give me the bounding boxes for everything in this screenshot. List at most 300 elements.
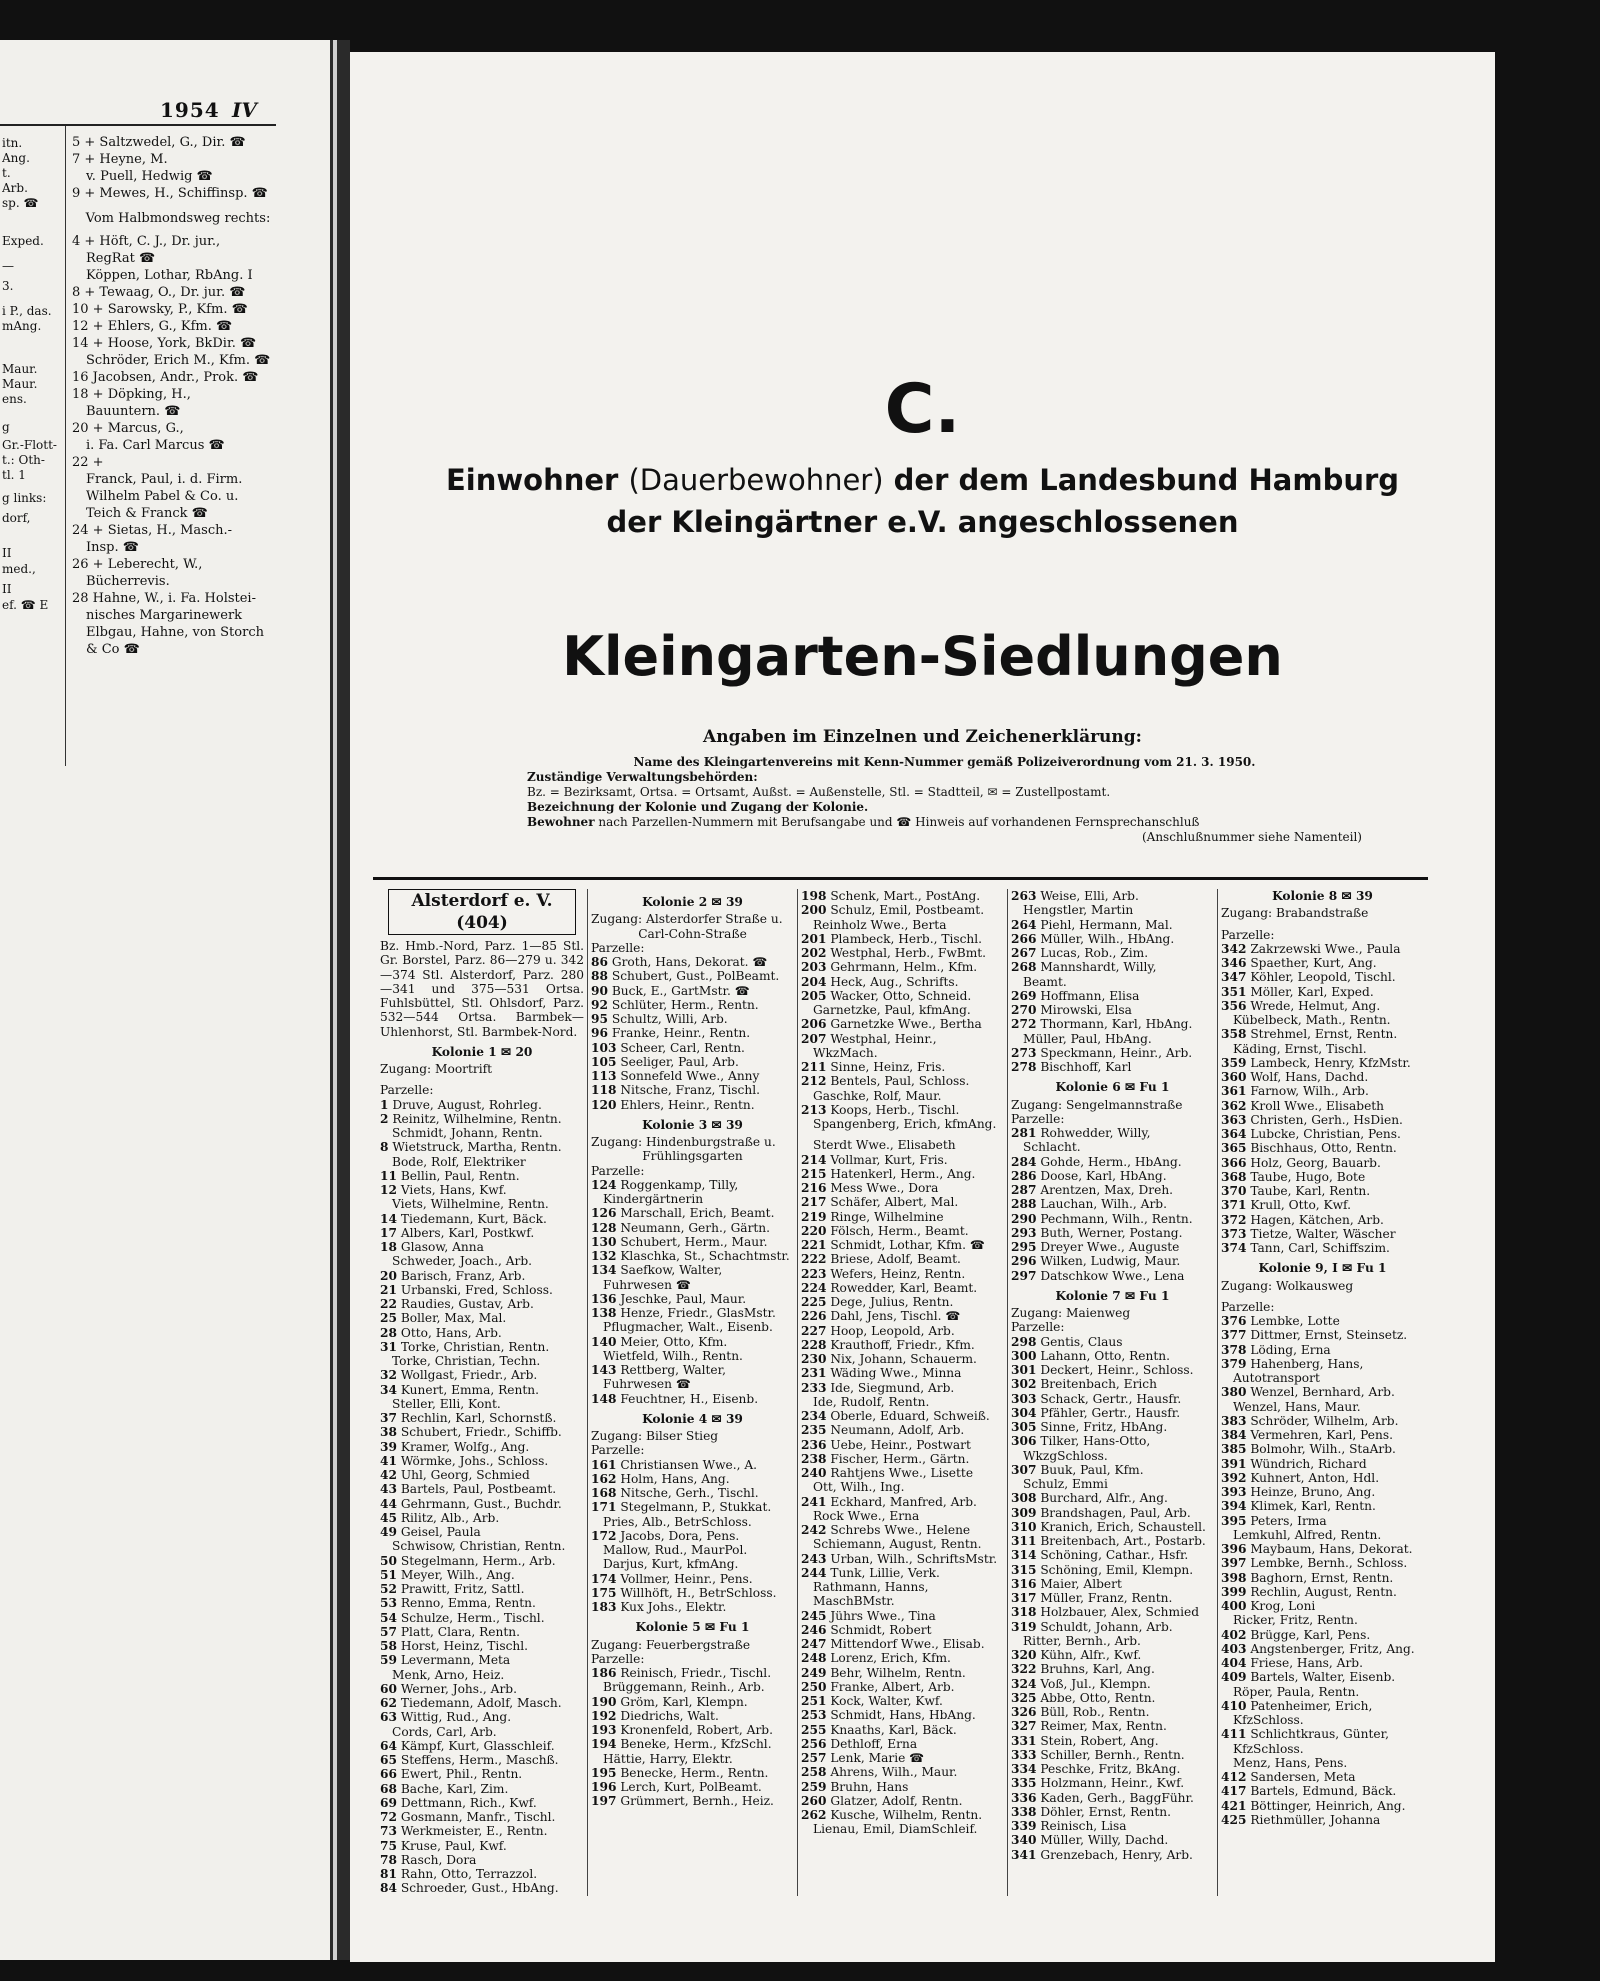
parcel-entry: [801, 1708, 1004, 1722]
parcel-entry: [591, 1363, 794, 1377]
resident-name: Scheer, Carl, Rentn.: [620, 1040, 745, 1055]
parcel-entry: [1011, 960, 1214, 974]
parcel-number: 148: [591, 1391, 617, 1406]
resident-name: Stegelmann, Herm., Arb.: [400, 1553, 556, 1568]
resident-name: Roggenkamp, Tilly,: [620, 1177, 739, 1192]
parcel-number: 334: [1011, 1762, 1037, 1776]
parcel-entry: [591, 1458, 794, 1472]
co-resident: Reinholz Wwe., Berta: [813, 917, 947, 932]
parcel-number: 364: [1221, 1127, 1247, 1141]
resident-name: Wörmke, Johs., Schloss.: [400, 1453, 549, 1468]
parcel-entry: [1221, 1213, 1424, 1227]
resident-name: Lembke, Bernh., Schloss.: [1250, 1556, 1408, 1571]
parcel-number: 72: [380, 1810, 397, 1824]
parcel-entry: [380, 1340, 584, 1354]
column-4: [1007, 889, 1217, 1896]
parcel-entry: [380, 1767, 584, 1781]
resident-name: Wündrich, Richard: [1250, 1456, 1367, 1471]
resident-name: Rahn, Otto, Terrazzol.: [400, 1867, 538, 1881]
parcel-number: 64: [380, 1738, 397, 1753]
parcel-number: 236: [801, 1437, 827, 1452]
parcel-number: 136: [591, 1291, 617, 1306]
resident-name: Peschke, Fritz, BkAng.: [1040, 1762, 1181, 1776]
resident-name: Maybaum, Hans, Dekorat.: [1250, 1542, 1413, 1556]
parcel-entry: [1221, 1770, 1424, 1784]
resident-name: Kruse, Paul, Kwf.: [400, 1838, 507, 1853]
cut-off-fragment: Gr.-Flott-: [2, 438, 57, 452]
parcel-number: 17: [380, 1225, 397, 1240]
resident-name: Brandshagen, Paul, Arb.: [1040, 1505, 1191, 1520]
parcel-entry: [1221, 1184, 1424, 1198]
parcel-number: 384: [1221, 1428, 1247, 1442]
parcel-entry: [380, 1739, 584, 1753]
resident-name: Christen, Gerh., HsDien.: [1250, 1112, 1403, 1127]
cut-off-fragment: Maur.: [2, 362, 38, 376]
association-details: Bz. Hmb.-Nord, Parz. 1—85 Stl. Gr. Borstel, Parz. 86—279 u. 342—374 Stl. Alsterdorf, Parz. 280—341 und 375—531 Ortsa. Fuhlsbüttel, Stl. Ohlsdorf, Parz. 532—544 Ortsa. Barmbek—Uhlenhorst, Stl. Barmbek-Nord.: [380, 939, 584, 1039]
resident-name: Wolf, Hans, Dachd.: [1250, 1070, 1369, 1084]
parcel-entry: [1011, 1734, 1214, 1748]
parcel-number: 171: [591, 1500, 617, 1515]
parcel-number: 248: [801, 1651, 827, 1666]
resident-name: Wittig, Rud., Ang.: [400, 1710, 512, 1725]
resident-name: Diedrichs, Walt.: [620, 1708, 719, 1723]
parcel-entry: [1221, 1414, 1424, 1428]
parcel-entry: [801, 903, 1004, 917]
parcel-number: 134: [591, 1263, 617, 1278]
resident-name: Lambeck, Henry, KfzMstr.: [1250, 1055, 1411, 1070]
parcel-number: 244: [801, 1565, 827, 1580]
resident-name: Oberle, Eduard, Schweiß.: [830, 1409, 990, 1423]
parcel-entry: [801, 1666, 1004, 1680]
parcel-entry: [1221, 1113, 1424, 1127]
parcel-number: 28: [380, 1325, 397, 1340]
resident-name: Lorenz, Erich, Kfm.: [830, 1651, 951, 1666]
resident-name: Löding, Erna: [1250, 1342, 1331, 1357]
parcel-entry: [801, 1281, 1004, 1295]
resident-name: Steffens, Herm., Maschß.: [400, 1753, 559, 1767]
resident-name: Uebe, Heinr., Postwart: [830, 1437, 971, 1452]
parcel-entry: [380, 1311, 584, 1325]
cut-off-fragment: Arb.: [2, 181, 28, 195]
resident-name: Wenzel, Bernhard, Arb.: [1250, 1385, 1395, 1400]
access-road: Zugang: Alsterdorfer Straße u.: [591, 912, 783, 927]
resident-name: Thormann, Karl, HbAng.: [1040, 1017, 1193, 1032]
cut-off-fragment: t.: [2, 166, 11, 180]
parcel-number: 325: [1011, 1690, 1037, 1705]
resident-name: Rahtjens Wwe., Lisette: [830, 1466, 974, 1480]
co-resident: Sterdt Wwe., Elisabeth: [813, 1138, 956, 1153]
resident-name: Patenheimer, Erich,: [1250, 1698, 1373, 1713]
parcel-label: Parzelle:: [1011, 1111, 1065, 1126]
resident-name: Geisel, Paula: [400, 1525, 481, 1539]
resident-name: Jeschke, Paul, Maur.: [620, 1291, 747, 1306]
parcel-entry: [591, 1572, 794, 1586]
resident-name: Bruhns, Karl, Ang.: [1040, 1662, 1155, 1677]
co-resident: Schweder, Joach., Arb.: [392, 1254, 533, 1269]
parcel-number: 202: [801, 946, 827, 960]
parcel-entry: [1011, 1406, 1214, 1420]
colony-heading: Kolonie 9, I ✉ Fu 1: [1258, 1261, 1387, 1276]
resident-name: Jührs Wwe., Tina: [830, 1608, 936, 1623]
parcel-entry: [380, 1425, 584, 1439]
parcel-entry: [380, 1682, 584, 1696]
resident-name: Buuk, Paul, Kfm.: [1040, 1462, 1144, 1477]
access-continuation: Carl-Cohn-Straße: [638, 926, 747, 941]
legend-line: (Anschlußnummer siehe Namenteil): [1141, 830, 1362, 844]
co-resident: Darjus, Kurt, kfmAng.: [603, 1557, 739, 1572]
parcel-number: 371: [1221, 1198, 1247, 1213]
resident-name: Lucas, Rob., Zim.: [1040, 946, 1149, 960]
resident-name: Mirowski, Elsa: [1040, 1003, 1132, 1017]
parcel-number: 266: [1011, 931, 1037, 946]
parcel-number: 113: [591, 1069, 617, 1083]
co-resident: Bode, Rolf, Elektriker: [392, 1154, 526, 1169]
parcel-entry: [1011, 1563, 1214, 1577]
resident-name: Friese, Hans, Arb.: [1250, 1656, 1363, 1670]
legend-label: Bezeichnung der Kolonie und Zugang der Kolonie.: [527, 800, 869, 814]
parcel-number: 319: [1011, 1619, 1037, 1634]
parcel-entry: [1011, 1226, 1214, 1240]
parcel-entry: [380, 1482, 584, 1496]
resident-name: Raudies, Gustav, Arb.: [400, 1297, 534, 1311]
co-resident: KfzSchloss.: [1233, 1713, 1304, 1727]
co-resident: Gaschke, Rolf, Maur.: [813, 1088, 942, 1103]
parcel-entry: [801, 1338, 1004, 1352]
parcel-entry: [1221, 1070, 1424, 1084]
co-resident: Mallow, Rud., MaurPol.: [603, 1543, 748, 1557]
parcel-number: 298: [1011, 1334, 1037, 1349]
legend-line: Bz. = Bezirksamt, Ortsa. = Ortsamt, Außst. = Außenstelle, Stl. = Stadtteil, ✉ = Zustellpostamt.: [527, 785, 1111, 799]
parcel-entry: [1011, 1269, 1214, 1283]
resident-name: Kunert, Emma, Rentn.: [400, 1382, 539, 1397]
parcel-number: 128: [591, 1220, 617, 1235]
legend-heading: Angaben im Einzelnen und Zeichenerklärung:: [703, 727, 1142, 747]
co-resident: Lemkuhl, Alfred, Rentn.: [1233, 1527, 1382, 1542]
cut-off-fragment: mAng.: [2, 319, 42, 333]
parcel-entry: [591, 1249, 794, 1263]
parcel-entry: [1221, 1628, 1424, 1642]
parcel-entry: [591, 1055, 794, 1069]
parcel-entry: [1221, 1727, 1424, 1741]
parcel-number: 295: [1011, 1240, 1037, 1254]
parcel-number: 230: [801, 1352, 827, 1366]
parcel-number: 251: [801, 1694, 827, 1708]
parcel-label: Parzelle:: [1221, 927, 1275, 942]
parcel-entry: [801, 1181, 1004, 1195]
parcel-number: 243: [801, 1551, 827, 1566]
page-roman: IV: [232, 98, 257, 122]
parcel-entry: [1011, 1848, 1214, 1862]
cut-off-fragment: sp. ☎: [2, 196, 39, 210]
parcel-number: 223: [801, 1266, 827, 1281]
cut-off-fragment: Maur.: [2, 377, 38, 391]
resident-name: Holzbauer, Alex, Schmied: [1040, 1605, 1200, 1620]
parcel-number: 358: [1221, 1027, 1247, 1042]
resident-name: Sinne, Fritz, HbAng.: [1040, 1420, 1168, 1434]
parcel-number: 378: [1221, 1342, 1247, 1357]
parcel-number: 347: [1221, 970, 1247, 985]
resident-name: Schubert, Herm., Maur.: [620, 1234, 768, 1249]
parcel-entry: [801, 1195, 1004, 1209]
parcel-number: 60: [380, 1681, 397, 1696]
parcel-entry: [1221, 1084, 1424, 1098]
parcel-entry: [380, 1511, 584, 1525]
parcel-number: 204: [801, 974, 827, 989]
parcel-entry: [380, 1810, 584, 1824]
co-resident: Ott, Wilh., Ing.: [813, 1480, 905, 1495]
parcel-entry: [380, 1568, 584, 1582]
access-continuation: Frühlingsgarten: [642, 1149, 743, 1164]
parcel-number: 253: [801, 1708, 827, 1723]
parcel-entry: [591, 1292, 794, 1306]
parcel-entry: [1011, 1762, 1214, 1776]
cut-off-fragment: —: [2, 259, 14, 273]
parcel-entry: [1221, 1656, 1424, 1670]
address-line: 16 Jacobsen, Andr., Prok. ☎: [72, 370, 259, 385]
parcel-entry: [801, 1309, 1004, 1323]
parcel-entry: [1011, 1017, 1214, 1031]
parcel-entry: [1221, 1571, 1424, 1585]
parcel-number: 54: [380, 1610, 397, 1625]
cut-off-fragment: med.,: [2, 562, 36, 576]
resident-name: Nitsche, Franz, Tischl.: [620, 1083, 760, 1098]
parcel-entry: [1011, 1463, 1214, 1477]
parcel-number: 68: [380, 1781, 397, 1796]
parcel-number: 18: [380, 1240, 397, 1254]
book-gutter: [330, 40, 350, 1960]
resident-name: Knaaths, Karl, Bäck.: [830, 1722, 957, 1737]
parcel-entry: [1011, 1691, 1214, 1705]
parcel-number: 214: [801, 1152, 827, 1167]
parcel-entry: [380, 1710, 584, 1724]
resident-name: Wefers, Heinz, Rentn.: [830, 1266, 966, 1281]
page-number: 1954: [160, 98, 220, 122]
parcel-entry: [801, 889, 1004, 903]
parcel-number: 200: [801, 903, 827, 918]
co-resident: Menk, Arno, Heiz.: [392, 1667, 505, 1682]
parcel-number: 75: [380, 1838, 397, 1853]
parcel-number: 278: [1011, 1060, 1037, 1074]
cut-off-fragment: Ang.: [2, 151, 30, 165]
co-resident: WkzMach.: [813, 1045, 878, 1060]
resident-name: Kuhnert, Anton, Hdl.: [1250, 1470, 1380, 1485]
parcel-entry: [380, 1839, 584, 1853]
right-page: [350, 52, 1495, 1962]
address-line: Bücherrevis.: [86, 574, 170, 589]
parcel-entry: [1221, 1514, 1424, 1528]
colony-heading: Kolonie 6 ✉ Fu 1: [1055, 1080, 1170, 1095]
co-resident: Fuhrwesen ☎: [603, 1277, 691, 1292]
resident-name: Ehlers, Heinr., Rentn.: [620, 1097, 755, 1112]
parcel-entry: [1011, 1434, 1214, 1448]
parcel-entry: [591, 1780, 794, 1794]
cut-off-fragment: II: [2, 582, 12, 596]
parcel-entry: [801, 1295, 1004, 1309]
parcel-entry: [1221, 1442, 1424, 1456]
resident-name: Gentis, Claus: [1040, 1334, 1123, 1349]
parcel-number: 219: [801, 1209, 827, 1224]
parcel-number: 242: [801, 1523, 827, 1537]
parcel-entry: [1221, 1099, 1424, 1113]
resident-name: Klaschka, St., Schachtmstr.: [620, 1249, 790, 1263]
parcel-number: 246: [801, 1622, 827, 1637]
resident-name: Mittendorf Wwe., Elisab.: [830, 1637, 985, 1651]
parcel-number: 32: [380, 1368, 397, 1383]
resident-name: Tann, Carl, Schiffszim.: [1250, 1241, 1390, 1255]
parcel-number: 86: [591, 955, 608, 969]
resident-name: Taube, Hugo, Bote: [1250, 1169, 1366, 1184]
parcel-number: 140: [591, 1334, 617, 1349]
resident-name: Schöning, Cathar., Hsfr.: [1040, 1548, 1189, 1563]
resident-name: Fischer, Herm., Gärtn.: [830, 1451, 970, 1466]
resident-name: Klimek, Karl, Rentn.: [1250, 1499, 1376, 1514]
heading-line-2: der Kleingärtner e.V. angeschlossenen: [606, 505, 1239, 539]
parcel-entry: [1011, 1491, 1214, 1505]
parcel-entry: [380, 1853, 584, 1867]
resident-name: Barisch, Franz, Arb.: [400, 1268, 526, 1283]
parcel-entry: [1011, 1719, 1214, 1733]
resident-name: Horst, Heinz, Tischl.: [400, 1639, 529, 1653]
parcel-entry: [380, 1383, 584, 1397]
parcel-entry: [801, 932, 1004, 946]
parcel-number: 228: [801, 1337, 827, 1352]
resident-name: Meier, Otto, Kfm.: [620, 1334, 728, 1349]
resident-name: Glasow, Anna: [400, 1240, 484, 1254]
parcel-entry: [591, 1026, 794, 1040]
resident-name: Rohwedder, Willy,: [1040, 1126, 1151, 1140]
resident-name: Stein, Robert, Ang.: [1040, 1733, 1159, 1748]
parcel-entry: [801, 1523, 1004, 1537]
parcel-entry: [1011, 1548, 1214, 1562]
parcel-entry: [1011, 1748, 1214, 1762]
resident-name: Mannshardt, Willy,: [1040, 960, 1157, 975]
parcel-entry: [591, 1083, 794, 1097]
spacer: [1221, 921, 1424, 928]
parcel-entry: [801, 1352, 1004, 1366]
resident-name: Dethloff, Erna: [830, 1736, 918, 1751]
parcel-number: 391: [1221, 1456, 1247, 1471]
co-resident: Cords, Carl, Arb.: [392, 1724, 497, 1739]
resident-name: Arentzen, Max, Dreh.: [1040, 1183, 1174, 1197]
resident-name: Groth, Hans, Dekorat. ☎: [611, 955, 768, 969]
resident-name: Schmidt, Hans, HbAng.: [830, 1708, 976, 1723]
resident-name: Wietstruck, Martha, Rentn.: [392, 1140, 562, 1155]
resident-name: Gehrmann, Helm., Kfm.: [830, 960, 978, 975]
parcel-entry: [1221, 1170, 1424, 1184]
heading-line-1: [350, 462, 1495, 498]
co-resident: Rock Wwe., Erna: [813, 1508, 920, 1523]
parcel-number: 262: [801, 1808, 827, 1822]
address-line: 22 +: [72, 455, 104, 470]
resident-name: Ewert, Phil., Rentn.: [400, 1767, 523, 1782]
resident-name: Wollgast, Friedr., Arb.: [400, 1368, 538, 1383]
resident-name: Stegelmann, P., Stukkat.: [620, 1500, 772, 1515]
column-3: [797, 889, 1007, 1896]
resident-name: Schmidt, Lothar, Kfm. ☎: [830, 1238, 986, 1252]
parcel-entry: [380, 1525, 584, 1539]
parcel-entry: [801, 1723, 1004, 1737]
resident-name: Müller, Franz, Rentn.: [1040, 1591, 1173, 1605]
parcel-entry: [1011, 1392, 1214, 1406]
parcel-entry: [591, 1306, 794, 1320]
section-letter: C.: [884, 370, 961, 449]
parcel-entry: [1011, 932, 1214, 946]
parcel-number: 315: [1011, 1562, 1037, 1577]
resident-name: Grümmert, Bernh., Heiz.: [620, 1794, 774, 1809]
parcel-entry: [380, 1611, 584, 1625]
parcel-number: 39: [380, 1439, 397, 1454]
resident-name: Hatenkerl, Herm., Ang.: [830, 1166, 976, 1181]
co-resident: Spangenberg, Erich, kfmAng.: [813, 1117, 997, 1131]
parcel-number: 267: [1011, 946, 1037, 960]
resident-name: Albers, Karl, Postkwf.: [400, 1225, 535, 1240]
address-line: Insp. ☎: [86, 540, 139, 555]
parcel-number: 63: [380, 1710, 397, 1725]
address-line: 28 Hahne, W., i. Fa. Holstei-: [72, 591, 256, 606]
resident-name: Schrebs Wwe., Helene: [830, 1523, 971, 1537]
parcel-entry: [801, 1609, 1004, 1623]
parcel-entry: [380, 1497, 584, 1511]
parcel-entry: [1011, 1819, 1214, 1833]
parcel-number: 400: [1221, 1599, 1247, 1613]
parcel-entry: [1221, 1141, 1424, 1155]
co-resident: Kindergärtnerin: [603, 1192, 704, 1206]
parcel-number: 38: [380, 1425, 397, 1440]
parcel-entry: [591, 1486, 794, 1500]
parcel-number: 247: [801, 1637, 827, 1651]
parcel-number: 201: [801, 931, 827, 946]
resident-name: Garnetzke Wwe., Bertha: [830, 1017, 982, 1032]
parcel-number: 263: [1011, 889, 1037, 903]
parcel-number: 105: [591, 1054, 617, 1069]
parcel-entry: [801, 1167, 1004, 1181]
resident-name: Buck, E., GartMstr. ☎: [611, 983, 750, 998]
parcel-entry: [1221, 1328, 1424, 1342]
parcel-entry: [1221, 1670, 1424, 1684]
parcel-number: 88: [591, 969, 608, 984]
parcel-entry: [380, 1112, 584, 1126]
parcel-entry: [1221, 1027, 1424, 1041]
address-line: 20 + Marcus, G.,: [72, 421, 184, 436]
address-line: RegRat ☎: [86, 251, 156, 266]
colony-heading: Kolonie 2 ✉ 39: [642, 895, 743, 909]
parcel-number: 308: [1011, 1491, 1037, 1506]
parcel-entry: [801, 1680, 1004, 1694]
parcel-number: 361: [1221, 1084, 1247, 1099]
parcel-number: 302: [1011, 1377, 1037, 1392]
co-resident: Müller, Paul, HbAng.: [1023, 1031, 1152, 1046]
resident-name: Wilken, Ludwig, Maur.: [1040, 1254, 1181, 1269]
parcel-entry: [1011, 1605, 1214, 1619]
parcel-entry: [380, 1582, 584, 1596]
resident-name: Renno, Emma, Rentn.: [400, 1596, 536, 1611]
resident-name: Grenzebach, Henry, Arb.: [1040, 1847, 1193, 1862]
parcel-number: 360: [1221, 1070, 1247, 1084]
co-resident: Schlacht.: [1023, 1140, 1081, 1155]
parcel-number: 53: [380, 1596, 397, 1611]
parcel-entry: [1221, 1343, 1424, 1357]
parcel-label: Parzelle:: [591, 1651, 645, 1666]
parcel-number: 172: [591, 1528, 617, 1543]
resident-name: Schulz, Emil, Postbeamt.: [830, 903, 985, 918]
parcel-entry: [380, 1283, 584, 1297]
parcel-entry: [1011, 1169, 1214, 1183]
address-line: v. Puell, Hedwig ☎: [86, 169, 213, 184]
parcel-entry: [801, 1495, 1004, 1509]
resident-name: Vermehren, Karl, Pens.: [1250, 1428, 1393, 1442]
resident-name: Kranich, Erich, Schaustell.: [1040, 1519, 1206, 1534]
parcel-entry: [1221, 1599, 1424, 1613]
